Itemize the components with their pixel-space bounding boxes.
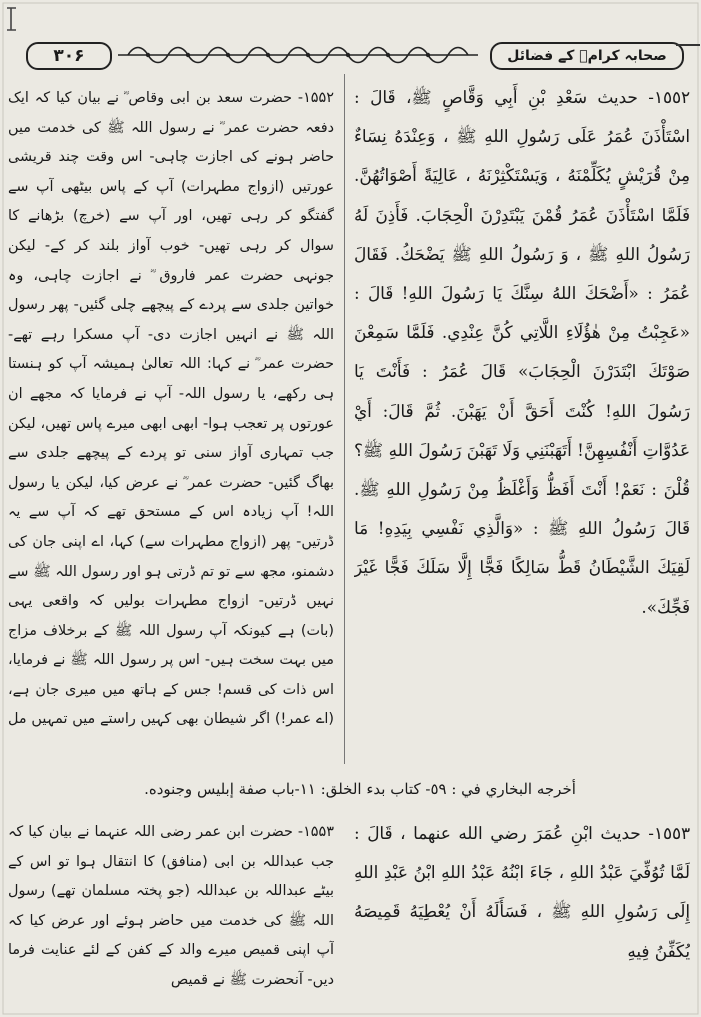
- hadith-1552-urdu-text: ۱۵۵۲- حضرت سعد بن ابی وقاص ؓ نے بیان کیا کہ ایک دفعہ حضرت عمر ؓ نے رسول اللہ ﷺ کی خدمت میں حاضر ہونے کی اجازت چاہی- اس وقت چند قریشی عورتیں (ازواج مطہرات) آپ کے پاس بیٹھی آپ سے گفتگو کر رہی تھیں، اور آپ سے (خرچ) بڑھانے کا سوال کر رہی تھیں- خوب آواز بلند کر کے- لیکن جونہی حضرت عمر فاروق ؓ نے اجازت چاہی، وہ خواتین جلدی سے پردے کے پیچھے چلی گئیں- پھر رسول اللہ ﷺ نے انہیں اجازت دی- آپ مسکرا رہے تھے- حضرت عمر ؓ نے کہا: اللہ تعالیٰ ہمیشہ آپ کو ہنستا ہی رکھے، یا رسول اللہ- آپ نے فرمایا کہ مجھے ان عورتوں پر تعجب ہوا- ابھی ابھی میرے پاس تھیں، لیکن جب تمہاری آواز سنی تو پردے کے پیچھے جلدی سے بھاگ گئیں- حضرت عمر ؓ نے عرض کیا، لیکن یا رسول اللہ! آپ زیادہ اس کے مستحق تھے کہ آپ سے یہ ڈرتیں- پھر (ازواج مطہرات سے) کہا، اے اپنی جان کی دشمنو، مجھ سے تو تم ڈرتی ہو اور رسول اللہ ﷺ سے نہیں ڈرتیں- ازواج مطہرات بولیں کہ واقعی یہی (بات) ہے کیونکہ آپ رسول اللہ ﷺ کے برخلاف مزاج میں بہت سخت ہیں- اس پر رسول اللہ ﷺ نے فرمایا، اس ذات کی قسم! جس کے ہاتھ میں میری جان ہے، (اے عمر!) اگر شیطان بھی کہیں راستے میں تمہیں مل: [8, 90, 334, 728]
- hadith-1552-arabic: [354, 78, 690, 770]
- header-edge-rule: [676, 44, 700, 46]
- hadith-1552-arabic-text: ١٥٥٢- حديث سَعْدِ بْنِ أَبِي وَقَّاصٍ ﷺ، قَالَ : اسْتَأْذَنَ عُمَرُ عَلَى رَسُولِ اللهِ ﷺ ، وَعِنْدَهُ نِسَاءٌ مِنْ قُرَيْشٍ يُكَلِّمْنَهُ ، وَيَسْتَكْثِرْنَهُ ، عَالِيَةً أَصْوَاتُهُنَّ. فَلَمَّا اسْتَأْذَنَ عُمَرُ قُمْنَ يَبْتَدِرْنَ الْحِجَابَ. فَأَذِنَ لَهُ رَسُولُ اللهِ ﷺ ، وَ رَسُولُ اللهِ ﷺ يَضْحَكُ. فَقَالَ عُمَرُ : «أَضْحَكَ اللهُ سِنَّكَ يَا رَسُولَ اللهِ! قَالَ : «عَجِبْتُ مِنْ هٰؤُلَاءِ اللَّاتِي كُنَّ عِنْدِي. فَلَمَّا سَمِعْنَ صَوْتَكَ ابْتَدَرْنَ الْحِجَابَ» قَالَ عُمَرُ : فَأَنْتَ يَا رَسُولَ اللهِ! كُنْتَ أَحَقَّ أَنْ يَهَبْنَ. ثُمَّ قَالَ: أَيْ عَدُوَّاتِ أَنْفُسِهِنَّ! أَتَهَبْنَنِي وَلَا تَهَبْنَ رَسُولَ اللهِ ﷺ؟ قُلْنَ : نَعَمْ! أَنْتَ أَفَظُّ وَأَغْلَظُ مِنْ رَسُولِ اللهِ ﷺ. قَالَ رَسُولُ اللهِ ﷺ : «وَالَّذِي نَفْسِي بِيَدِهِ! مَا لَقِيَكَ الشَّيْطَانُ قَطُّ سَالِكًا فَجًّا إِلَّا سَلَكَ فَجًّا غَيْرَ فَجِّكَ».: [354, 87, 690, 617]
- hadith-1553-arabic-text: ١٥٥٣- حديث ابْنِ عُمَرَ رضي الله عنهما ، قَالَ : لَمَّا تُوُفِّيَ عَبْدُ اللهِ ، جَاءَ ابْنُهُ عَبْدُ اللهِ ابْنُ عَبْدِ اللهِ إِلَى رَسُولِ اللهِ ﷺ ، فَسَأَلَهُ أَنْ يُعْطِيَهُ قَمِيصَهُ يُكَفِّنُ فِيهِ: [354, 823, 690, 961]
- page-header: [6, 36, 692, 70]
- hadith-1552-urdu: [8, 84, 334, 736]
- hadith-1553-arabic: [354, 814, 690, 1014]
- book-title: صحابہ کرامؓ کے فضائل: [490, 42, 684, 70]
- column-divider: [344, 74, 345, 764]
- hadith-1553-urdu: [8, 818, 334, 1014]
- edge-bracket-icon: [4, 6, 20, 36]
- hadith-1553-urdu-text: ۱۵۵۳- حضرت ابن عمر رضی اللہ عنہما نے بیان کیا کہ جب عبداللہ بن ابی (منافق) کا انتقال ہوا تو اس کے بیٹے عبداللہ بن عبداللہ (جو پختہ مسلمان تھے) رسول اللہ ﷺ کی خدمت میں حاضر ہوئے اور عرض کیا کہ آپ اپنی قمیص میرے والد کے کفن کے لئے عنایت فرما دیں- آنحضرت ﷺ نے قمیص: [8, 824, 334, 988]
- page-number: ۳۰۶: [26, 42, 112, 70]
- header-ornament-icon: [118, 42, 478, 68]
- hadith-1552-reference: أخرجه البخاري في : ٥٩- كتاب بدء الخلق: ١١-باب صفة إبليس وجنوده.: [144, 780, 576, 798]
